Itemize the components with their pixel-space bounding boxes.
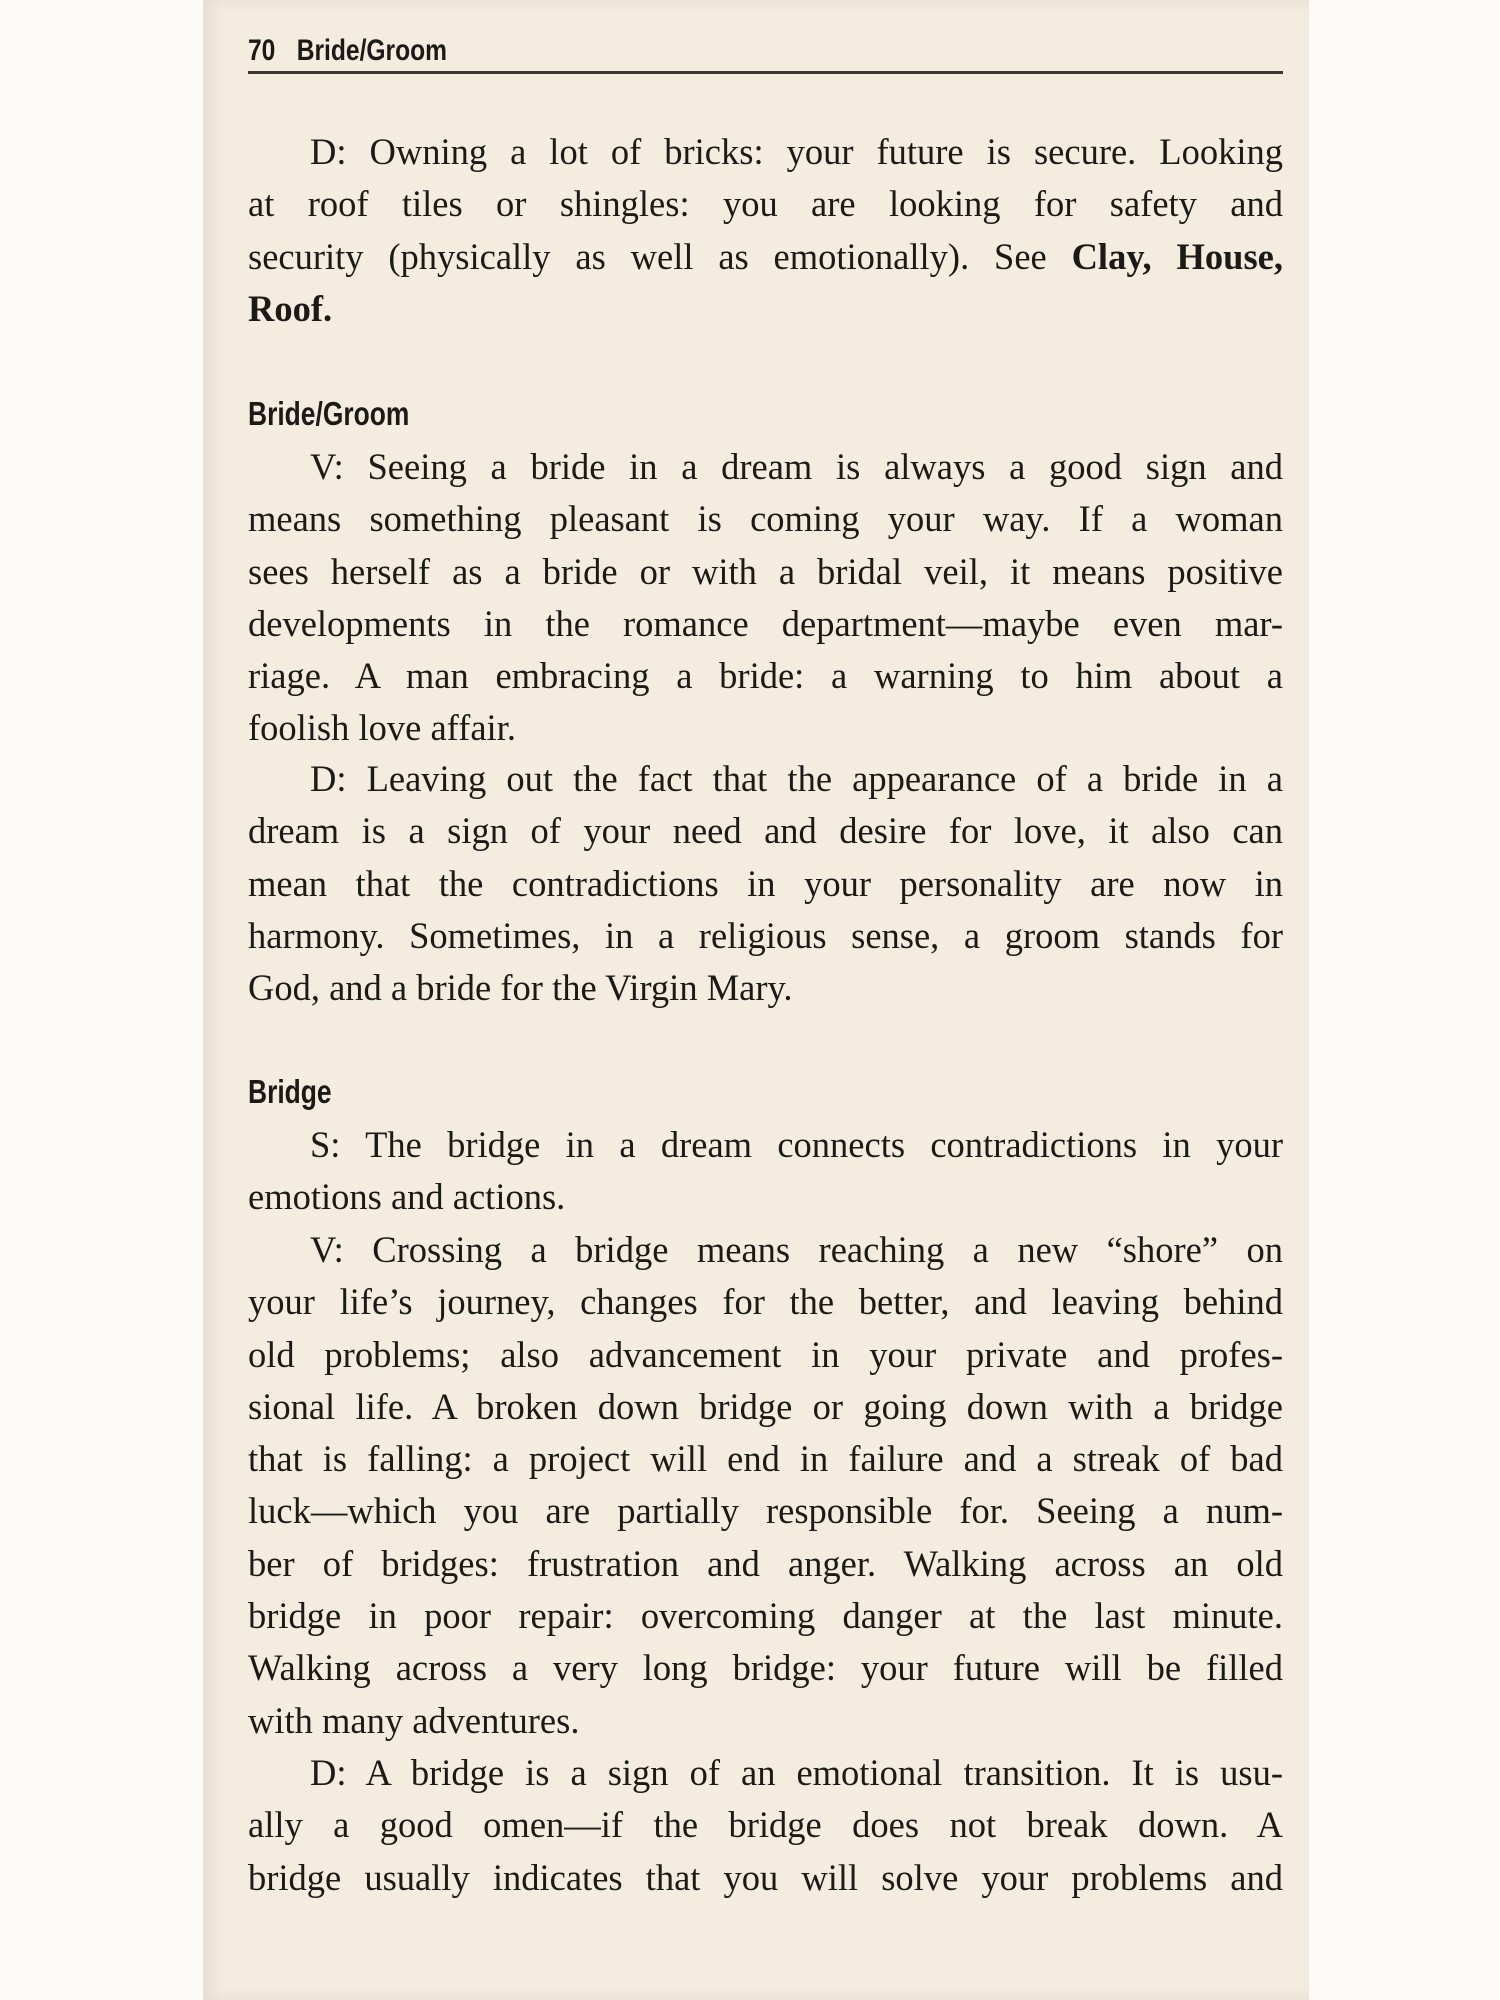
text-line: your life’s journey, changes for the better, and leaving behind [248, 1281, 1283, 1323]
text-line [248, 283, 1283, 335]
text-line: harmony. Sometimes, in a religious sense, a groom stands for [248, 914, 1283, 956]
text-line: sional life. A broken down bridge or going down with a bridge [248, 1385, 1283, 1427]
bride-groom-d-paragraph [248, 753, 1283, 1014]
text-line: V: Crossing a bridge means reaching a new “shore” on [310, 1229, 1283, 1270]
bricks-d-paragraph [248, 126, 1283, 335]
text-line: old problems; also advancement in your private and profes- [248, 1333, 1283, 1375]
bridge-v-paragraph [248, 1224, 1283, 1747]
text-segment: security (physically as well as emotionally). See [248, 235, 1072, 277]
entry-heading: Bride/Groom [248, 395, 410, 432]
text-line: means something pleasant is coming your way. If a woman [248, 498, 1283, 540]
text-line: ber of bridges: frustration and anger. Walking across an old [248, 1542, 1283, 1584]
text-line: emotions and actions. [248, 1176, 566, 1218]
page-number: 70 [248, 34, 276, 67]
text-line: ally a good omen—if the bridge does not break down. A [248, 1804, 1283, 1846]
running-title: Bride/Groom [296, 34, 448, 67]
text-line: D: Leaving out the fact that the appearance of a bride in a [310, 758, 1283, 799]
bridge-d-paragraph [248, 1747, 1283, 1904]
text-line: foolish love affair. [248, 707, 516, 749]
text-line: D: Owning a lot of bricks: your future is secure. Looking [310, 131, 1283, 172]
text-line: mean that the contradictions in your personality are now in [248, 862, 1283, 904]
cross-reference[interactable]: Roof. [248, 287, 333, 329]
text-line: sees herself as a bride or with a bridal veil, it means positive [248, 550, 1283, 592]
text-line: with many adventures. [248, 1699, 580, 1741]
entry-heading: Bridge [248, 1073, 332, 1110]
text-line: V: Seeing a bride in a dream is always a good sign and [310, 446, 1283, 487]
text-line: Walking across a very long bridge: your future will be filled [248, 1647, 1283, 1689]
text-line: dream is a sign of your need and desire for love, it also can [248, 810, 1283, 852]
text-line: luck—which you are partially responsible for. Seeing a num- [248, 1490, 1283, 1532]
text-line: bridge in poor repair: overcoming danger at the last minute. [248, 1595, 1283, 1637]
cross-reference[interactable]: Clay, House, [1071, 235, 1283, 277]
text-line: S: The bridge in a dream connects contradictions in your [310, 1124, 1283, 1165]
text-line: riage. A man embracing a bride: a warning to him about a [248, 655, 1283, 697]
running-header [248, 34, 447, 68]
text-line: D: A bridge is a sign of an emotional transition. It is usu- [310, 1752, 1283, 1793]
text-line: developments in the romance department—maybe even mar- [248, 602, 1283, 644]
text-line [248, 231, 1283, 283]
text-line: that is falling: a project will end in failure and a streak of bad [248, 1438, 1283, 1480]
header-rule [248, 71, 1283, 74]
bride-groom-v-paragraph [248, 441, 1283, 755]
text-line: God, and a bride for the Virgin Mary. [248, 967, 793, 1009]
text-line: at roof tiles or shingles: you are looking for safety and [248, 183, 1283, 225]
bridge-s-paragraph [248, 1119, 1283, 1224]
text-line: bridge usually indicates that you will solve your problems and [248, 1856, 1283, 1898]
